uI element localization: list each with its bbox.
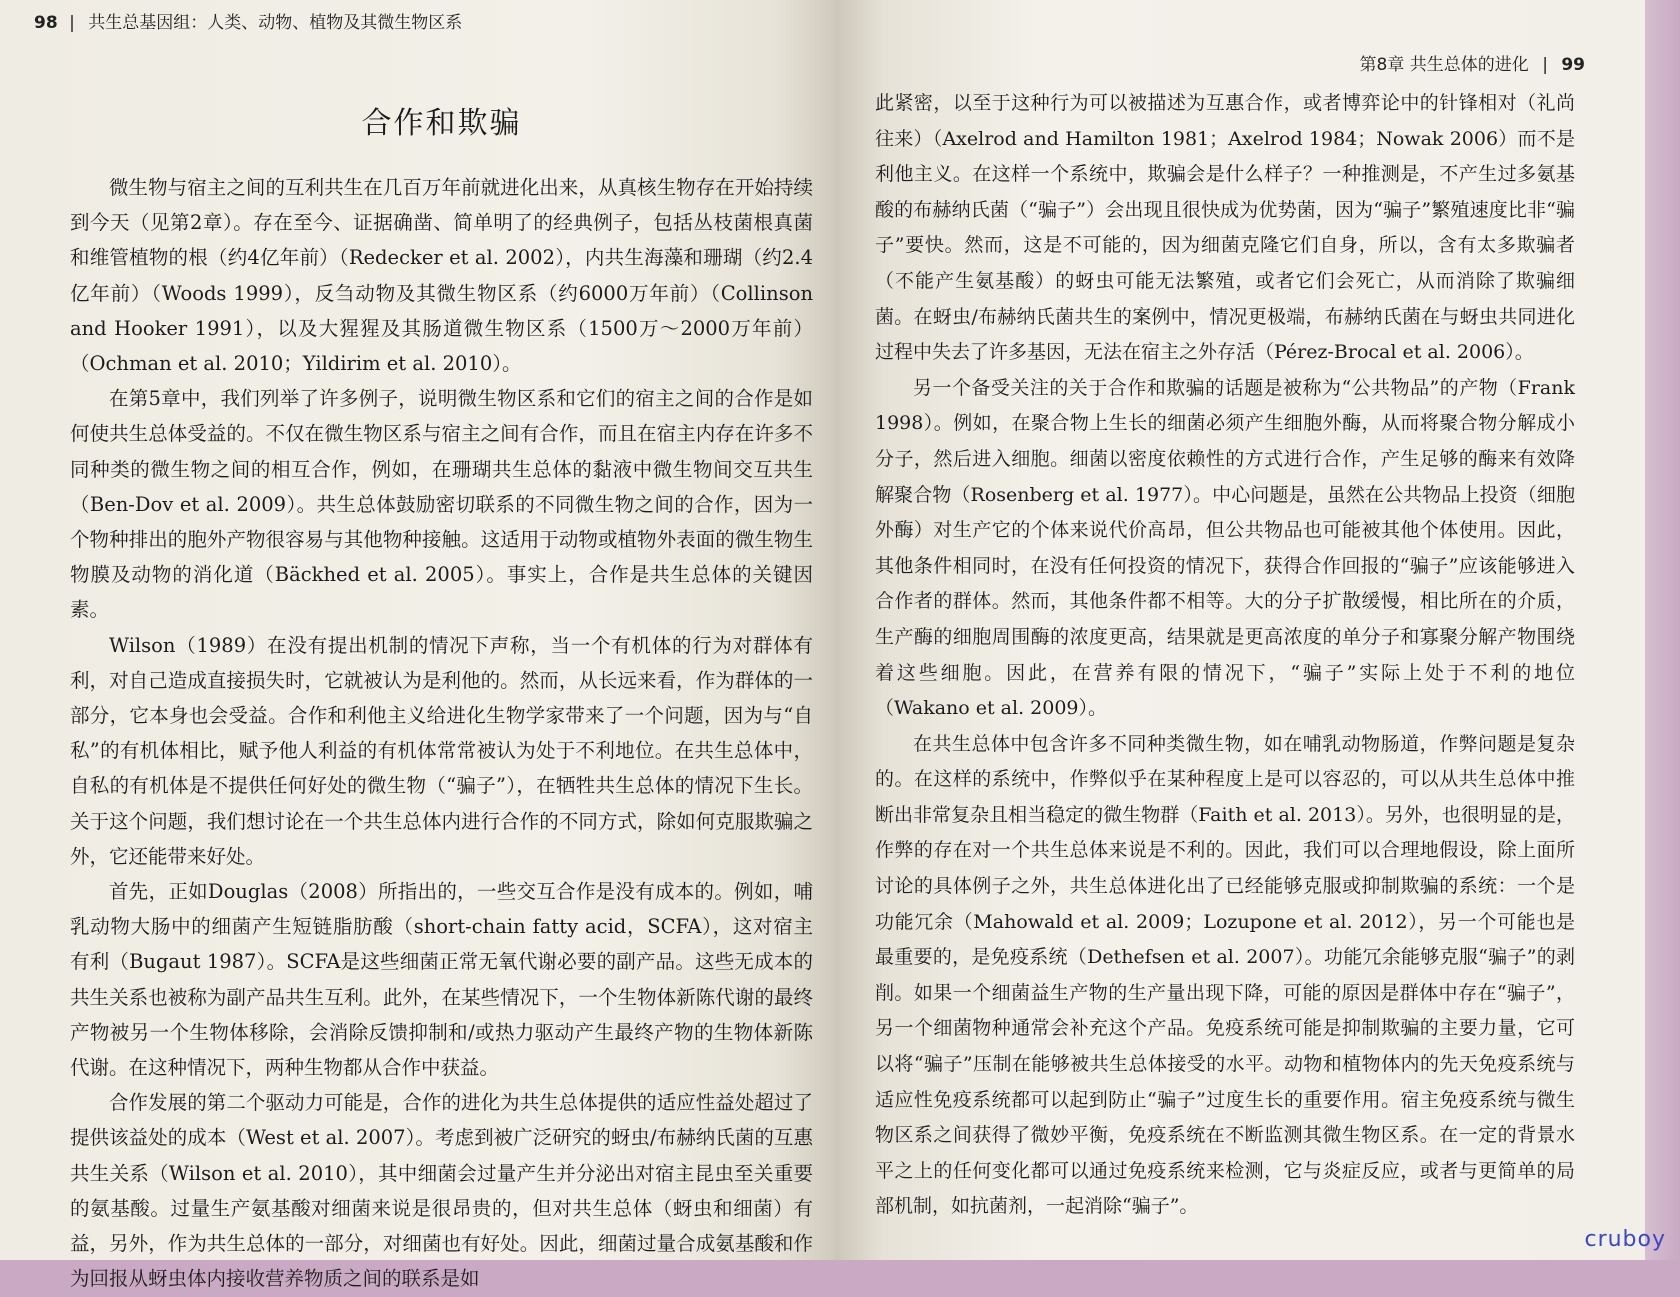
watermark: cruboy [1584, 1227, 1666, 1252]
right-page [835, 0, 1645, 1260]
background-edge [1645, 0, 1680, 1260]
right-running-head [1360, 50, 1585, 75]
left-paragraph: 在第5章中，我们列举了许多例子，说明微生物区系和它们的宿主之间的合作是如何使共生总体受益的。不仅在微生物区系与宿主之间有合作，而且在宿主内存在许多不同种类的微生物之间的相互合作，例如，在珊瑚共生总体的黏液中微生物间交互共生（Ben-Dov et al. 2009）。共生总体鼓励密切联系的不同微生物之间的合作，因为一个物种排出的胞外产物很容易与其他物种接触。这适用于动物或植物外表面的微生物生物膜及动物的消化道（Bäckhed et al. 2005）。事实上，合作是共生总体的关键因素。 [70, 387, 813, 622]
right-head-separator: | [1542, 55, 1548, 75]
left-running-head-title: 共生总基因组：人类、动物、植物及其微生物区系 [88, 13, 463, 33]
left-paragraph: 合作发展的第二个驱动力可能是，合作的进化为共生总体提供的适应性益处超过了提供该益处的成本（West et al. 2007）。考虑到被广泛研究的蚜虫/布赫纳氏菌的互惠共生关系（Wilson et al. 2010），其中细菌会过量产生并分泌出对宿主昆虫至关重要的氨基酸。过量生产氨基酸对细菌来说是很昂贵的，但对共生总体（蚜虫和细菌）有益，另外，作为共生总体的一部分，对细菌也有好处。因此，细菌过量合成氨基酸和作为回报从蚜虫体内接收营养物质之间的联系是如 [70, 1091, 813, 1291]
left-page [0, 0, 835, 1291]
right-running-head-title: 第8章 共生总体的进化 [1359, 55, 1529, 75]
left-paragraph: 微生物与宿主之间的互利共生在几百万年前就进化出来，从真核生物存在开始持续到今天（见第2章）。存在至今、证据确凿、简单明了的经典例子，包括丛枝菌根真菌和维管植物的根（约4亿年前）（Redecker et al. 2002），内共生海藻和珊瑚（约2.4亿年前）（Woods 1999），反刍动物及其微生物区系（约6000万年前）（Collinson and Hooker 1991），以及大猩猩及其肠道微生物区系（1500万～2000万年前）（Ochman et al. 2010；Yildirim et al. 2010）。 [70, 176, 813, 376]
left-paragraph: Wilson（1989）在没有提出机制的情况下声称，当一个有机体的行为对群体有利，对自己造成直接损失时，它就被认为是利他的。然而，从长远来看，作为群体的一部分，它本身也会受益。合作和利他主义给进化生物学家带来了一个问题，因为与“自私”的有机体相比，赋予他人利益的有机体常常被认为处于不利地位。在共生总体中，自私的有机体是不提供任何好处的微生物（“骗子”），在牺牲共生总体的情况下生长。关于这个问题，我们想讨论在一个共生总体内进行合作的不同方式，除如何克服欺骗之外，它还能带来好处。 [70, 633, 813, 868]
left-head-separator: | [69, 13, 75, 33]
left-running-head [34, 6, 813, 40]
left-page-number: 98 [34, 13, 58, 33]
right-paragraph: 此紧密，以至于这种行为可以被描述为互惠合作，或者博弈论中的针锋相对（礼尚往来）（Axelrod and Hamilton 1981；Axelrod 1984；Nowak 2006）而不是利他主义。在这样一个系统中，欺骗会是什么样子？一种推测是，不产生过多氨基酸的布赫纳氏菌（“骗子”）会出现且很快成为优势菌，因为“骗子”繁殖速度比非“骗子”要快。然而，这是不可能的，因为细菌克隆它们自身，所以，含有太多欺骗者（不能产生氨基酸）的蚜虫可能无法繁殖，或者它们会死亡，从而消除了欺骗细菌。在蚜虫/布赫纳氏菌共生的案例中，情况更极端，布赫纳氏菌在与蚜虫共同进化过程中失去了许多基因，无法在宿主之外存活（Pérez-Brocal et al. 2006）。 [875, 92, 1575, 364]
right-paragraph: 另一个备受关注的关于合作和欺骗的话题是被称为“公共物品”的产物（Frank 1998）。例如，在聚合物上生长的细菌必须产生细胞外酶，从而将聚合物分解成小分子，然后进入细胞。细菌以密度依赖性的方式进行合作，产生足够的酶来有效降解聚合物（Rosenberg et al. 1977）。中心问题是，虽然在公共物品上投资（细胞外酶）对生产它的个体来说代价高昂，但公共物品也可能被其他个体使用。因此，其他条件相同时，在没有任何投资的情况下，获得合作回报的“骗子”应该能够进入合作者的群体。然而，其他条件都不相等。大的分子扩散缓慢，相比所在的介质，生产酶的细胞周围酶的浓度更高，结果就是更高浓度的单分子和寡聚分解产物围绕着这些细胞。因此，在营养有限的情况下，“骗子”实际上处于不利的地位（Wakano et al. 2009）。 [875, 376, 1575, 720]
right-paragraph: 在共生总体中包含许多不同种类微生物，如在哺乳动物肠道，作弊问题是复杂的。在这样的系统中，作弊似乎在某种程度上是可以容忍的，可以从共生总体中推断出非常复杂且相当稳定的微生物群（Faith et al. 2013）。另外，也很明显的是，作弊的存在对一个共生总体来说是不利的。因此，我们可以合理地假设，除上面所讨论的具体例子之外，共生总体进化出了已经能够克服或抑制欺骗的系统：一个是功能冗余（Mahowald et al. 2009；Lozupone et al. 2012），另一个可能也是最重要的，是免疫系统（Dethefsen et al. 2007）。功能冗余能够克服“骗子”的剥削。如果一个细菌益生产物的生产量出现下降，可能的原因是群体中存在“骗子”，另一个细菌物种通常会补充这个产品。免疫系统可能是抑制欺骗的主要力量，它可以将“骗子”压制在能够被共生总体接受的水平。动物和植物体内的先天免疫系统与适应性免疫系统都可以起到防止“骗子”过度生长的重要作用。宿主免疫系统与微生物区系之间获得了微妙平衡，免疫系统在不断监测其微生物区系。在一定的背景水平之上的任何变化都可以通过免疫系统来检测，它与炎症反应，或者与更简单的局部机制，如抗菌剂，一起消除“骗子”。 [875, 732, 1575, 1218]
right-page-number: 99 [1561, 55, 1585, 75]
left-paragraph: 首先，正如Douglas（2008）所指出的，一些交互合作是没有成本的。例如，哺乳动物大肠中的细菌产生短链脂肪酸（short-chain fatty acid，SCFA），这对宿主有利（Bugaut 1987）。SCFA是这些细菌正常无氧代谢必要的副产品。这些无成本的共生关系也被称为副产品共生互利。此外，在某些情况下，一个生物体新陈代谢的最终产物被另一个生物体移除，会消除反馈抑制和/或热力驱动产生最终产物的生物体新陈代谢。在这种情况下，两种生物都从合作中获益。 [70, 880, 813, 1080]
section-title: 合作和欺骗 [361, 106, 522, 141]
